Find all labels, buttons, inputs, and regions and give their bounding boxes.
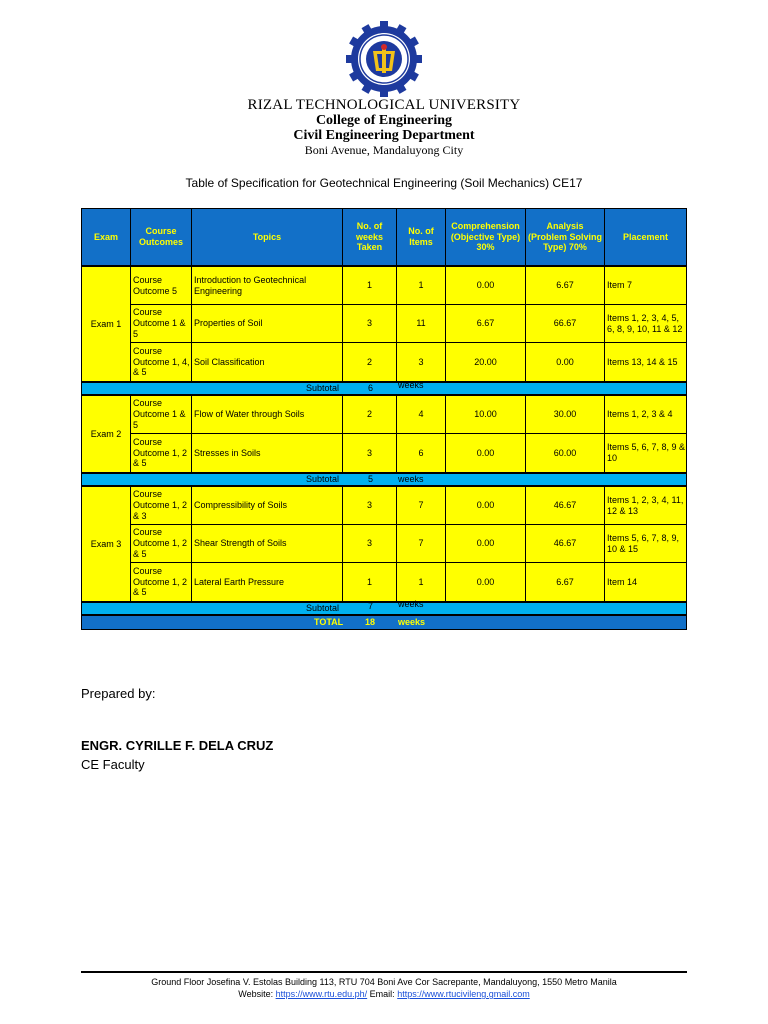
- university-seal-logo: [346, 21, 422, 97]
- document-title: Table of Specification for Geotechnical Engineering (Soil Mechanics) CE17: [185, 176, 583, 190]
- course-outcome-cell: Course Outcome 1, 2 & 5: [130, 562, 192, 602]
- course-outcome-cell: Course Outcome 1, 2 & 5: [130, 433, 192, 473]
- analysis-cell: 46.67: [525, 524, 605, 563]
- items-cell: 4: [396, 395, 446, 434]
- items-cell: 7: [396, 524, 446, 563]
- table-row: [81, 395, 687, 434]
- weeks-cell: 2: [342, 395, 397, 434]
- table-row: [81, 562, 687, 602]
- comprehension-cell: 10.00: [445, 395, 526, 434]
- preparer-role: CE Faculty: [81, 757, 145, 772]
- total-label: TOTAL: [314, 617, 344, 627]
- header-course-outcomes: Course Outcomes: [130, 208, 192, 266]
- analysis-cell: 6.67: [525, 266, 605, 305]
- weeks-cell: 1: [342, 562, 397, 602]
- department-name: Civil Engineering Department: [293, 128, 475, 143]
- weeks-cell: 1: [342, 266, 397, 305]
- analysis-cell: 6.67: [525, 562, 605, 602]
- placement-cell: Item 7: [604, 266, 687, 305]
- subtotal-row: [81, 382, 687, 395]
- subtotal-label: Subtotal: [306, 474, 340, 484]
- comprehension-cell: 0.00: [445, 486, 526, 525]
- header-weeks-taken: No. of weeks Taken: [342, 208, 397, 266]
- email-link[interactable]: https://www.rtucivileng.gmail.com: [397, 989, 530, 999]
- placement-cell: Item 14: [604, 562, 687, 602]
- analysis-cell: 0.00: [525, 342, 605, 382]
- email-label: Email:: [369, 989, 395, 999]
- course-outcome-cell: Course Outcome 1, 2 & 3: [130, 486, 192, 525]
- topic-cell: Shear Strength of Soils: [191, 524, 343, 563]
- footer-contact: [0, 990, 768, 999]
- exam-label: Exam 3: [81, 486, 131, 602]
- weeks-cell: 2: [342, 342, 397, 382]
- topic-cell: Lateral Earth Pressure: [191, 562, 343, 602]
- header-no-of-items: No. of Items: [396, 208, 446, 266]
- course-outcome-cell: Course Outcome 5: [130, 266, 192, 305]
- items-cell: 11: [396, 304, 446, 343]
- university-name: RIZAL TECHNOLOGICAL UNIVERSITY: [247, 97, 521, 113]
- header-comprehension: Comprehension (Objective Type) 30%: [445, 208, 526, 266]
- topic-cell: Stresses in Soils: [191, 433, 343, 473]
- weeks-cell: 3: [342, 486, 397, 525]
- weeks-cell: 3: [342, 304, 397, 343]
- table-row: [81, 433, 687, 473]
- footer-address: Ground Floor Josefina V. Estolas Building 113, RTU 704 Boni Ave Cor Sacrepante, Mandaluyong, 1550 Metro Manila: [151, 977, 617, 987]
- subtotal-weeks: 7: [368, 601, 374, 611]
- subtotal-weeks-unit: weeks: [398, 474, 424, 484]
- items-cell: 7: [396, 486, 446, 525]
- weeks-cell: 3: [342, 524, 397, 563]
- comprehension-cell: 0.00: [445, 433, 526, 473]
- table-row: [81, 304, 687, 343]
- comprehension-cell: 6.67: [445, 304, 526, 343]
- website-label: Website:: [238, 989, 274, 999]
- table-header-row: [81, 208, 687, 266]
- analysis-cell: 60.00: [525, 433, 605, 473]
- subtotal-weeks-unit: weeks: [398, 380, 424, 390]
- placement-cell: Items 1, 2, 3, 4, 11, 12 & 13: [604, 486, 687, 525]
- total-row: [81, 615, 687, 630]
- table-row: [81, 266, 687, 305]
- weeks-cell: 3: [342, 433, 397, 473]
- subtotal-weeks: 5: [368, 474, 374, 484]
- comprehension-cell: 20.00: [445, 342, 526, 382]
- header-analysis: Analysis (Problem Solving Type) 70%: [525, 208, 605, 266]
- course-outcome-cell: Course Outcome 1 & 5: [130, 304, 192, 343]
- table-row: [81, 342, 687, 382]
- course-outcome-cell: Course Outcome 1, 4, & 5: [130, 342, 192, 382]
- exam-label: Exam 1: [81, 266, 131, 382]
- placement-cell: Items 1, 2, 3 & 4: [604, 395, 687, 434]
- university-address: Boni Avenue, Mandaluyong City: [304, 143, 464, 157]
- table-row: [81, 524, 687, 563]
- comprehension-cell: 0.00: [445, 524, 526, 563]
- total-weeks: 18: [365, 617, 376, 627]
- items-cell: 1: [396, 562, 446, 602]
- placement-cell: Items 1, 2, 3, 4, 5, 6, 8, 9, 10, 11 & 12: [604, 304, 687, 343]
- course-outcome-cell: Course Outcome 1 & 5: [130, 395, 192, 434]
- subtotal-label: Subtotal: [306, 383, 340, 393]
- comprehension-cell: 0.00: [445, 562, 526, 602]
- header-exam: Exam: [81, 208, 131, 266]
- prepared-by-label: Prepared by:: [81, 686, 156, 701]
- topic-cell: Compressibility of Soils: [191, 486, 343, 525]
- topic-cell: Flow of Water through Soils: [191, 395, 343, 434]
- topic-cell: Properties of Soil: [191, 304, 343, 343]
- exam-label: Exam 2: [81, 395, 131, 473]
- website-link[interactable]: https://www.rtu.edu.ph/: [275, 989, 368, 999]
- subtotal-weeks: 6: [368, 383, 374, 393]
- table-row: [81, 486, 687, 525]
- total-weeks-unit: weeks: [398, 617, 426, 627]
- footer-divider: [81, 971, 687, 973]
- subtotal-row: [81, 473, 687, 486]
- subtotal-weeks-unit: weeks: [398, 599, 424, 609]
- placement-cell: Items 5, 6, 7, 8, 9, 10 & 15: [604, 524, 687, 563]
- header-topics: Topics: [191, 208, 343, 266]
- comprehension-cell: 0.00: [445, 266, 526, 305]
- placement-cell: Items 5, 6, 7, 8, 9 & 10: [604, 433, 687, 473]
- topic-cell: Introduction to Geotechnical Engineering: [191, 266, 343, 305]
- items-cell: 3: [396, 342, 446, 382]
- analysis-cell: 66.67: [525, 304, 605, 343]
- subtotal-label: Subtotal: [306, 603, 340, 613]
- topic-cell: Soil Classification: [191, 342, 343, 382]
- preparer-name: ENGR. CYRILLE F. DELA CRUZ: [81, 738, 274, 753]
- course-outcome-cell: Course Outcome 1, 2 & 5: [130, 524, 192, 563]
- analysis-cell: 46.67: [525, 486, 605, 525]
- placement-cell: Items 13, 14 & 15: [604, 342, 687, 382]
- items-cell: 6: [396, 433, 446, 473]
- analysis-cell: 30.00: [525, 395, 605, 434]
- items-cell: 1: [396, 266, 446, 305]
- header-placement: Placement: [604, 208, 687, 266]
- subtotal-row: [81, 599, 687, 615]
- college-name: College of Engineering: [315, 113, 453, 128]
